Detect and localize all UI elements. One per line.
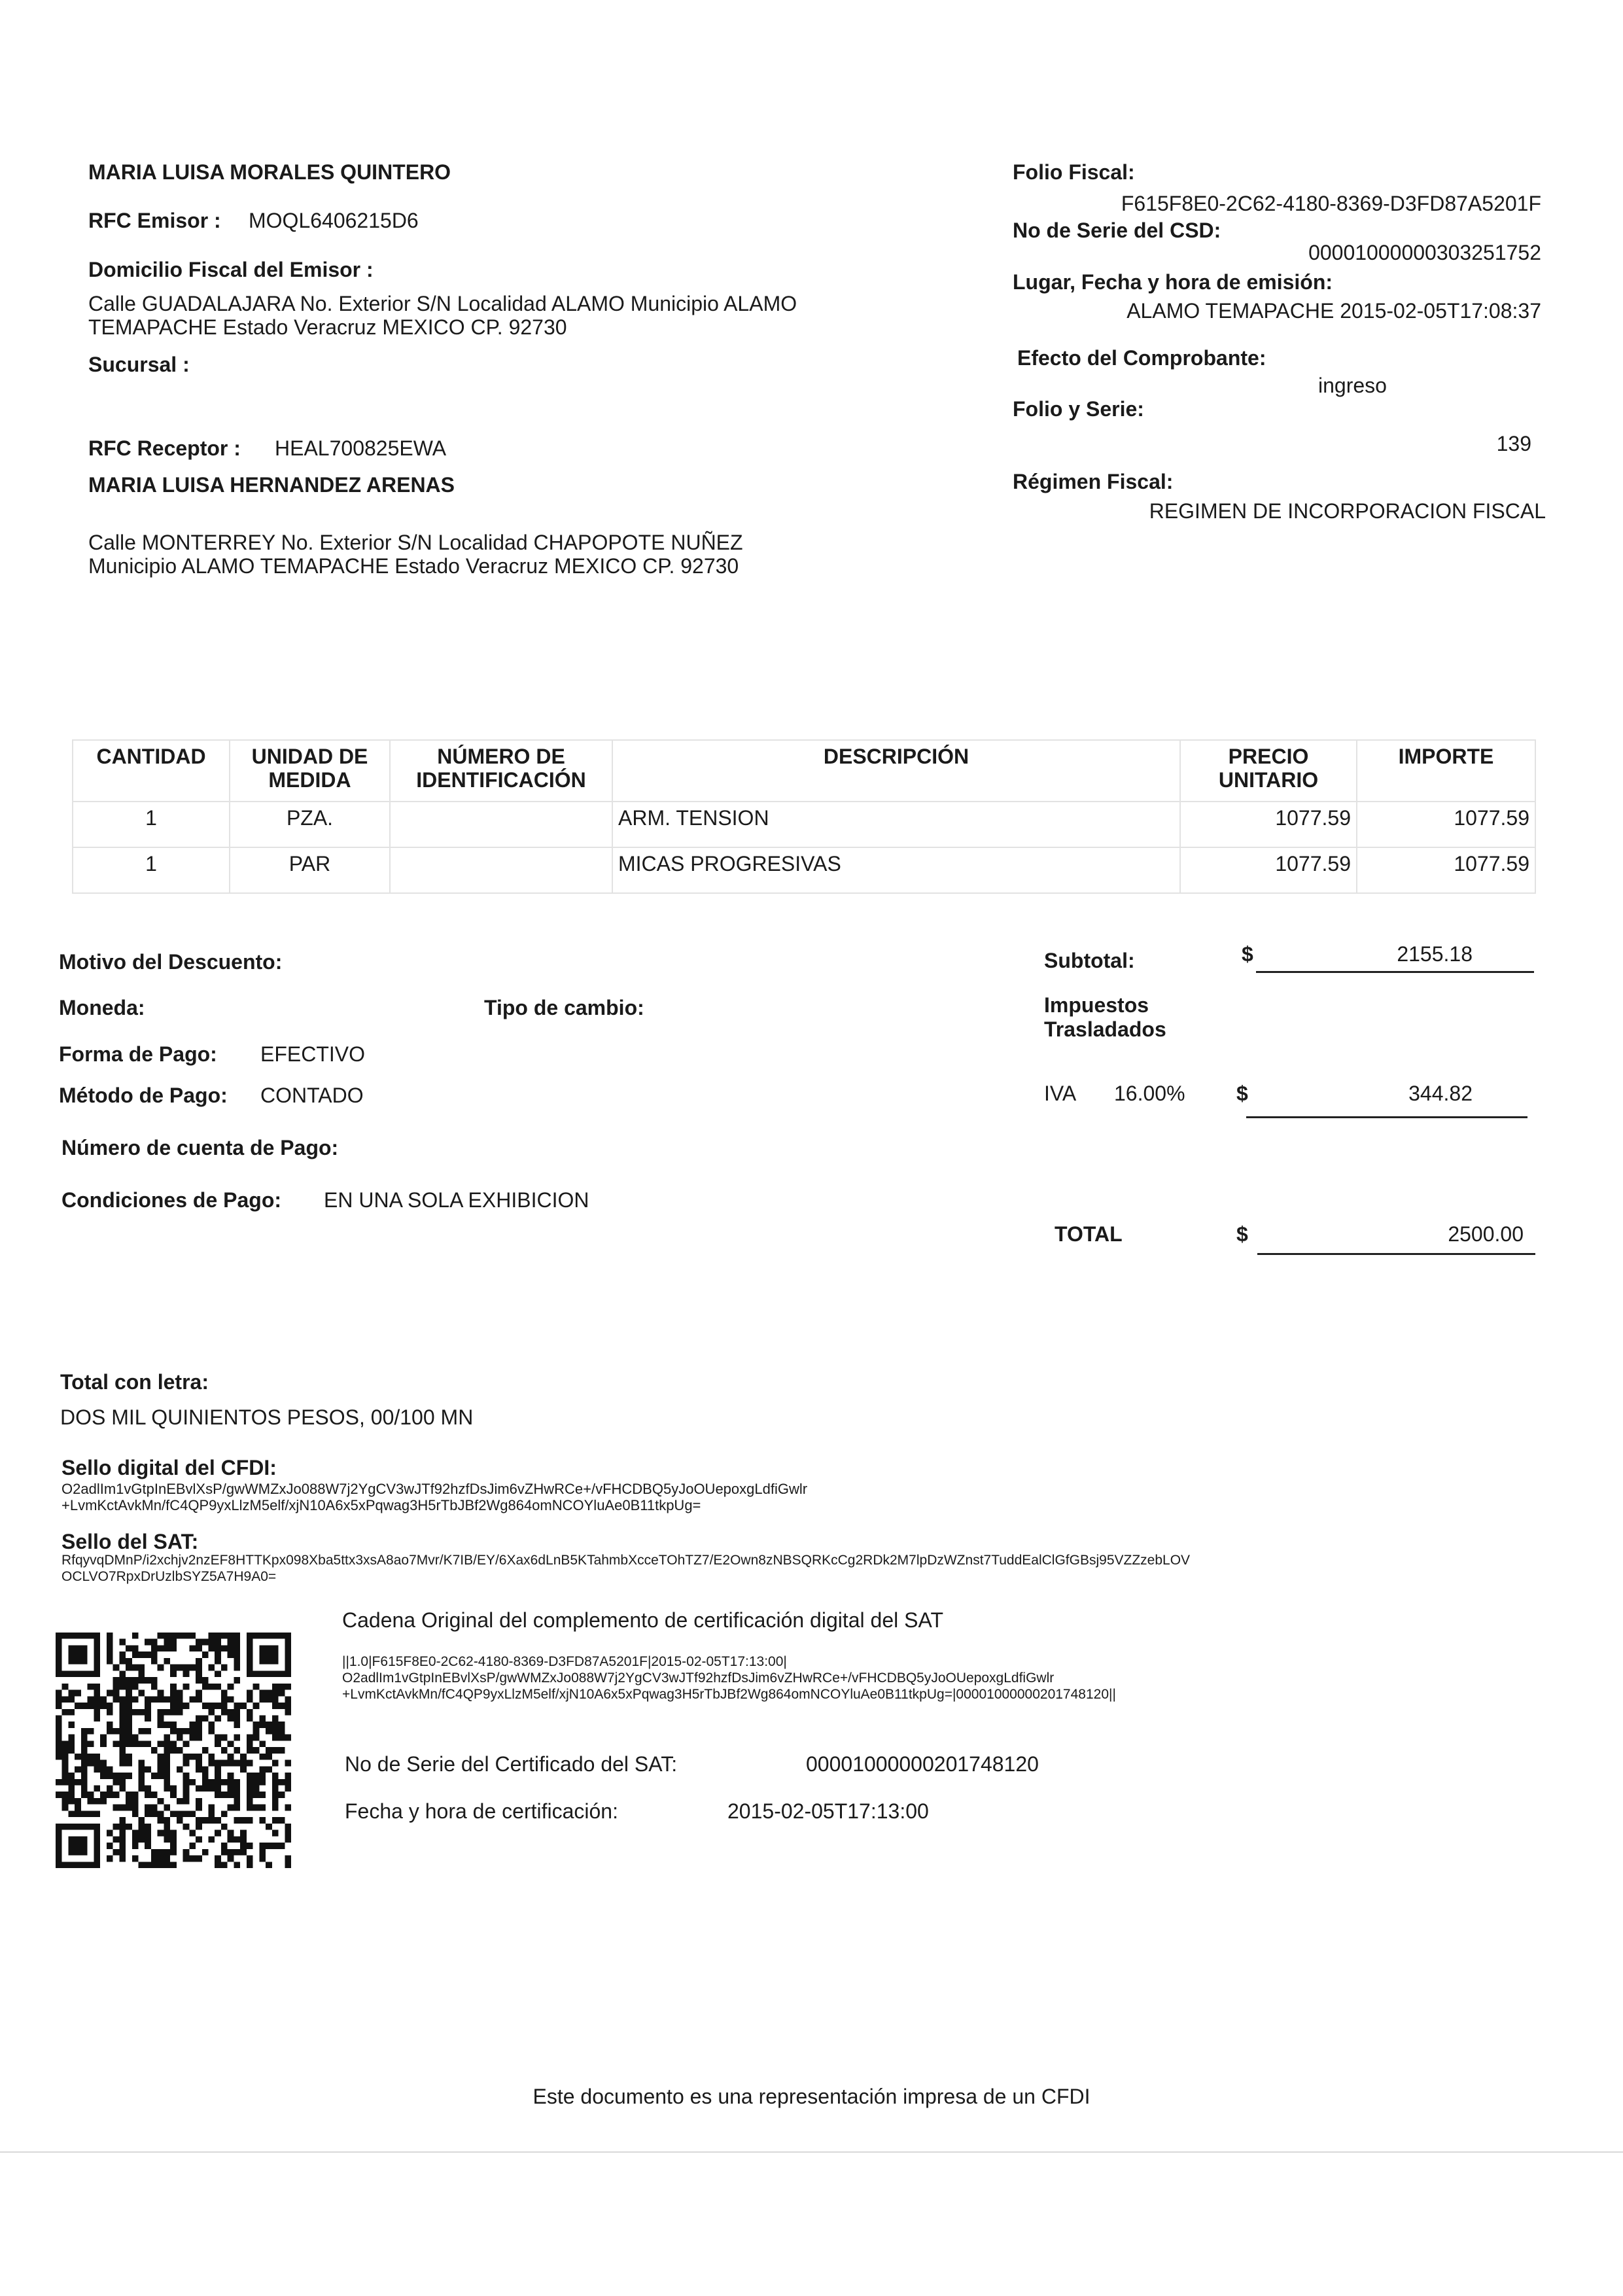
cert-fecha-label: Fecha y hora de certificación:: [345, 1799, 618, 1823]
iva-currency: $: [1236, 1082, 1248, 1105]
total-underline: [1257, 1253, 1535, 1255]
tipo-cambio-label: Tipo de cambio:: [484, 996, 644, 1019]
header-unidad: UNIDAD DE MEDIDA: [230, 740, 390, 802]
forma-pago-label: Forma de Pago:: [59, 1042, 217, 1066]
domicilio-line2: TEMAPACHE Estado Veracruz MEXICO CP. 92730: [88, 315, 567, 339]
total-currency: $: [1236, 1222, 1248, 1246]
receptor-address-line2: Municipio ALAMO TEMAPACHE Estado Veracruz MEXICO CP. 92730: [88, 554, 739, 578]
cell-precio: 1077.59: [1180, 802, 1357, 847]
forma-pago-value: EFECTIVO: [260, 1042, 366, 1066]
sello-cfdi-line2: +LvmKctAvkMn/fC4QP9yxLlzM5elf/xjN10A6x5xPqwag3H5rTbJBf2Wg864omNCOYluAe0B11tkpUg=: [61, 1497, 701, 1513]
cell-descripcion: ARM. TENSION: [612, 802, 1180, 847]
cuenta-pago-label: Número de cuenta de Pago:: [61, 1136, 339, 1159]
regimen-value: REGIMEN DE INCORPORACION FISCAL: [1149, 499, 1546, 523]
rfc-emisor-label: RFC Emisor :: [88, 209, 221, 232]
receptor-name: MARIA LUISA HERNANDEZ ARENAS: [88, 473, 455, 497]
sucursal-label: Sucursal :: [88, 353, 190, 376]
header-importe: IMPORTE: [1357, 740, 1535, 802]
sello-cfdi-label: Sello digital del CFDI:: [61, 1456, 277, 1479]
domicilio-line1: Calle GUADALAJARA No. Exterior S/N Localidad ALAMO Municipio ALAMO: [88, 292, 797, 315]
subtotal-underline: [1256, 971, 1534, 973]
regimen-label: Régimen Fiscal:: [1013, 470, 1174, 493]
efecto-label: Efecto del Comprobante:: [1017, 346, 1266, 370]
receptor-address-line1: Calle MONTERREY No. Exterior S/N Localidad CHAPOPOTE NUÑEZ: [88, 531, 743, 554]
cell-numero: [390, 847, 612, 893]
lugar-value: ALAMO TEMAPACHE 2015-02-05T17:08:37: [1126, 299, 1541, 323]
iva-rate: 16.00%: [1114, 1082, 1185, 1105]
emisor-name: MARIA LUISA MORALES QUINTERO: [88, 160, 451, 184]
iva-value: 344.82: [1408, 1082, 1473, 1105]
cadena-line3: +LvmKctAvkMn/fC4QP9yxLlzM5elf/xjN10A6x5xPqwag3H5rTbJBf2Wg864omNCOYluAe0B11tkpUg=|00001000000201748120||: [342, 1687, 1116, 1702]
cadena-line1: ||1.0|F615F8E0-2C62-4180-8369-D3FD87A5201F|2015-02-05T17:13:00|: [342, 1654, 787, 1669]
header-descripcion: DESCRIPCIÓN: [612, 740, 1180, 802]
condiciones-value: EN UNA SOLA EXHIBICION: [324, 1188, 589, 1212]
total-value: 2500.00: [1448, 1222, 1524, 1246]
table-header-row: [73, 740, 1535, 802]
letra-value: DOS MIL QUINIENTOS PESOS, 00/100 MN: [60, 1405, 474, 1429]
efecto-value: ingreso: [1318, 374, 1387, 397]
rfc-receptor-label: RFC Receptor :: [88, 436, 241, 460]
table-row: [73, 802, 1535, 847]
sello-cfdi-line1: O2adlIm1vGtpInEBvlXsP/gwWMZxJo088W7j2YgCV3wJTf92hzfDsJim6vZHwRCe+/vFHCDBQ5yJoOUepoxgLdfiGwlr: [61, 1481, 808, 1497]
subtotal-value: 2155.18: [1397, 942, 1473, 966]
cell-unidad: PZA.: [230, 802, 390, 847]
folio-serie-value: 139: [1496, 432, 1531, 455]
iva-underline: [1246, 1116, 1527, 1118]
header-precio: PRECIO UNITARIO: [1180, 740, 1357, 802]
items-table: [72, 739, 1536, 894]
folio-serie-label: Folio y Serie:: [1013, 397, 1144, 421]
serie-csd-label: No de Serie del CSD:: [1013, 219, 1221, 242]
domicilio-label: Domicilio Fiscal del Emisor :: [88, 258, 374, 281]
cell-descripcion: MICAS PROGRESIVAS: [612, 847, 1180, 893]
table-row: [73, 847, 1535, 893]
impuestos-label-1: Impuestos: [1044, 993, 1149, 1017]
subtotal-currency: $: [1242, 942, 1253, 966]
folio-fiscal-label: Folio Fiscal:: [1013, 160, 1135, 184]
metodo-pago-value: CONTADO: [260, 1084, 364, 1107]
cell-importe: 1077.59: [1357, 802, 1535, 847]
total-label: TOTAL: [1055, 1222, 1123, 1246]
subtotal-label: Subtotal:: [1044, 949, 1135, 972]
lugar-label: Lugar, Fecha y hora de emisión:: [1013, 270, 1333, 294]
cadena-line2: O2adlIm1vGtpInEBvlXsP/gwWMZxJo088W7j2YgCV3wJTf92hzfDsJim6vZHwRCe+/vFHCDBQ5yJoOUepoxgLdfiGwlr: [342, 1670, 1055, 1686]
qr-code-image: [56, 1633, 291, 1868]
folio-fiscal-value: F615F8E0-2C62-4180-8369-D3FD87A5201F: [1121, 192, 1541, 215]
cell-cantidad: 1: [73, 847, 230, 893]
moneda-label: Moneda:: [59, 996, 145, 1019]
serie-csd-value: 00001000000303251752: [1308, 241, 1541, 264]
sello-sat-label: Sello del SAT:: [61, 1530, 199, 1553]
letra-label: Total con letra:: [60, 1370, 209, 1394]
motivo-label: Motivo del Descuento:: [59, 950, 283, 974]
cert-fecha-value: 2015-02-05T17:13:00: [727, 1799, 929, 1823]
sello-sat-line1: RfqyvqDMnP/i2xchjv2nzEF8HTTKpx098Xba5ttx3xsA8ao7Mvr/K7IB/EY/6Xax6dLnB5KTahmbXcceTOhTZ7/E2Own8zNBSQRKcCg2RDk2M7lpDzWZnst7TuddEalClGfGBsj95VZZzebLOV: [61, 1553, 1191, 1568]
cadena-title: Cadena Original del complemento de certificación digital del SAT: [342, 1608, 943, 1632]
header-cantidad: CANTIDAD: [73, 740, 230, 802]
cert-serie-label: No de Serie del Certificado del SAT:: [345, 1752, 678, 1776]
impuestos-label-2: Trasladados: [1044, 1017, 1166, 1041]
metodo-pago-label: Método de Pago:: [59, 1084, 228, 1107]
header-numero: NÚMERO DE IDENTIFICACIÓN: [390, 740, 612, 802]
cell-numero: [390, 802, 612, 847]
cell-cantidad: 1: [73, 802, 230, 847]
cert-serie-value: 00001000000201748120: [806, 1752, 1039, 1776]
footer-text: Este documento es una representación impresa de un CFDI: [532, 2085, 1091, 2108]
condiciones-label: Condiciones de Pago:: [61, 1188, 282, 1212]
cell-importe: 1077.59: [1357, 847, 1535, 893]
cell-unidad: PAR: [230, 847, 390, 893]
sello-sat-line2: OCLVO7RpxDrUzlbSYZ5A7H9A0=: [61, 1569, 277, 1584]
bottom-divider: [0, 2151, 1623, 2153]
rfc-receptor-value: HEAL700825EWA: [275, 436, 447, 460]
rfc-emisor-value: MOQL6406215D6: [249, 209, 419, 232]
cell-precio: 1077.59: [1180, 847, 1357, 893]
iva-label: IVA: [1044, 1082, 1077, 1105]
